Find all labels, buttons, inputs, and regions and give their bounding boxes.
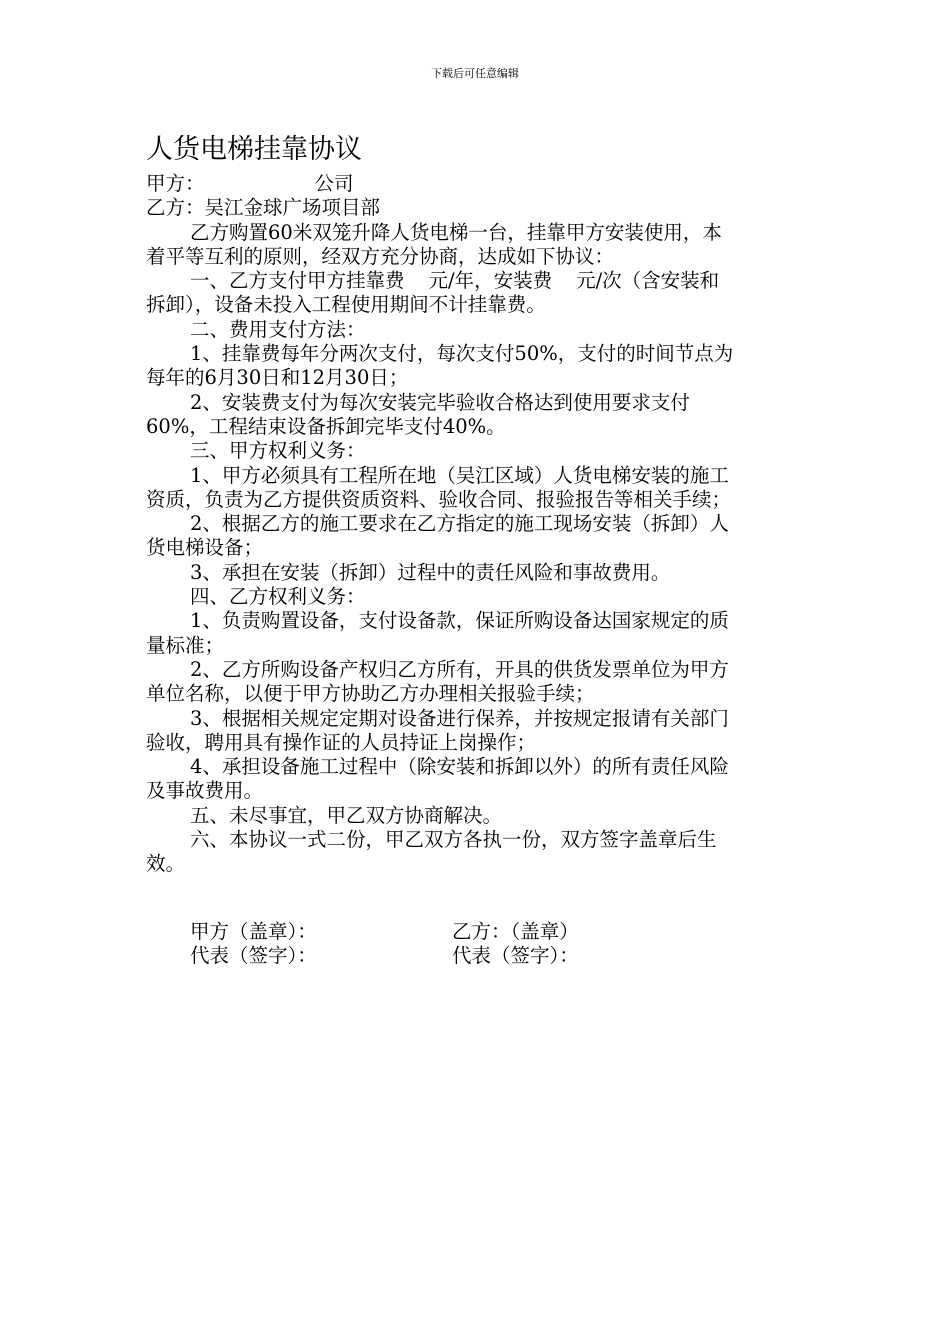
clause-line: 2、乙方所购设备产权归乙方所有，开具的供货发票单位为甲方: [190, 657, 729, 681]
clause-list: [146, 293, 806, 876]
clause-line: 验收，聘用具有操作证的人员持证上岗操作；: [146, 730, 537, 754]
clause-line: 六、本协议一式二份，甲乙双方各执一份，双方签字盖章后生: [190, 828, 717, 852]
clause-line: 三、甲方权利义务：: [190, 439, 366, 463]
party-a-seal: 甲方（盖章）：: [190, 920, 317, 943]
signature-rep-row: [190, 944, 579, 968]
clause-line: 1、挂靠费每年分两次支付，每次支付50%，支付的时间节点为: [190, 342, 734, 366]
clause-line: 资质，负责为乙方提供资质资料、验收合同、报验报告等相关手续；: [146, 487, 732, 511]
party-a-representative: 代表（签字）：: [190, 944, 317, 968]
signature-block: [190, 920, 579, 969]
clause-1-tail: 元/次（含安装和: [576, 269, 720, 293]
clause-line: 1、负责购置设备，支付设备款，保证所购设备达国家规定的质: [190, 609, 729, 633]
party-a-label: 甲方：: [146, 172, 205, 195]
clause-1-line: [146, 269, 806, 293]
party-a-value: 公司: [314, 172, 354, 195]
clause-line: 2、根据乙方的施工要求在乙方指定的施工现场安装（拆卸）人: [190, 512, 729, 536]
clause-1-install-label: 元/年，安装费: [428, 269, 553, 293]
party-b-representative: 代表（签字）：: [452, 944, 579, 968]
clause-line: 4、承担设备施工过程中（除安装和拆卸以外）的所有责任风险: [190, 755, 729, 779]
clause-line: 60%，工程结束设备拆卸完毕支付40%。: [146, 414, 506, 438]
clause-line: 四、乙方权利义务：: [190, 585, 366, 609]
party-b-line: 乙方：吴江金球广场项目部: [146, 196, 381, 220]
clause-line: 效。: [146, 852, 186, 876]
signature-seal-row: [190, 920, 579, 944]
clause-line: 五、未尽事宜，甲乙双方协商解决。: [190, 803, 503, 827]
clause-line: 货电梯设备；: [146, 536, 264, 560]
clause-line: 2、安装费支付为每次安装完毕验收合格达到使用要求支付: [190, 390, 690, 414]
header-note: 下载后可任意编辑: [431, 67, 519, 80]
clause-1-fee-label: 一、乙方支付甲方挂靠费: [190, 269, 405, 293]
body-line: 乙方购置60米双笼升降人货电梯一台，挂靠甲方安装使用，本: [190, 220, 722, 244]
agreement-body: [146, 172, 806, 877]
party-b-seal: 乙方：（盖章）: [452, 920, 579, 943]
clause-line: 每年的6月30日和12月30日；: [146, 366, 409, 390]
clause-line: 3、承担在安装（拆卸）过程中的责任风险和事故费用。: [190, 560, 671, 584]
party-a-line: [146, 172, 806, 196]
document-title: 人货电梯挂靠协议: [146, 134, 362, 165]
clause-line: 二、费用支付方法：: [190, 317, 366, 341]
clause-line: 及事故费用。: [146, 779, 264, 803]
clause-line: 3、根据相关规定定期对设备进行保养，并按规定报请有关部门: [190, 706, 729, 730]
clause-line: 量标准；: [146, 633, 225, 657]
body-line: 着平等互利的原则，经双方充分协商，达成如下协议：: [146, 244, 615, 268]
clause-line: 拆卸），设备未投入工程使用期间不计挂靠费。: [146, 293, 546, 317]
clause-line: 单位名称，以便于甲方协助乙方办理相关报验手续；: [146, 682, 595, 706]
clause-line: 1、甲方必须具有工程所在地（吴江区域）人货电梯安装的施工: [190, 463, 729, 487]
